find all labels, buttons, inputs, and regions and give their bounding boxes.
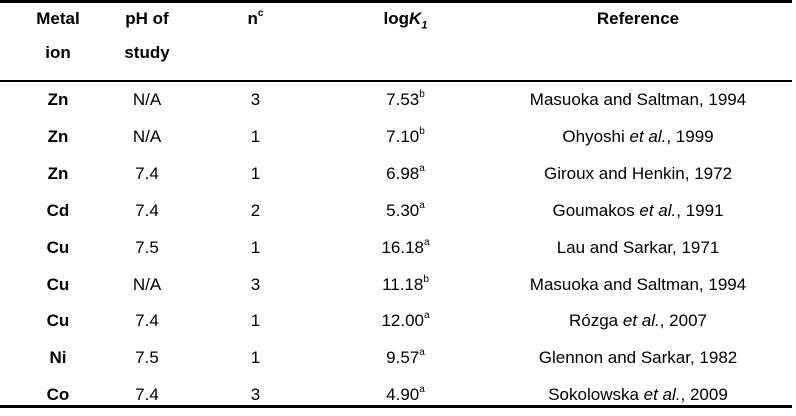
logk-footnote: b bbox=[419, 89, 425, 100]
header-logk-k: K bbox=[409, 9, 422, 28]
reference-cell bbox=[488, 82, 788, 118]
table-row bbox=[0, 156, 792, 192]
reference-author: Giroux and Henkin, 1972 bbox=[543, 163, 733, 183]
table-bottom-rule bbox=[0, 405, 792, 408]
n-cell: 3 bbox=[250, 90, 261, 109]
logk-value: 11.18 bbox=[382, 274, 424, 294]
table-row bbox=[0, 119, 792, 155]
reference-et-al: et al. bbox=[639, 200, 677, 220]
metal-ion-cell: Cu bbox=[46, 274, 70, 294]
n-cell: 2 bbox=[250, 200, 261, 220]
reference-author: Sokolowska bbox=[548, 385, 644, 405]
header-n-sup: c bbox=[257, 8, 264, 19]
logk-value: 16.18 bbox=[381, 237, 424, 257]
header-logk bbox=[323, 2, 488, 42]
logk-footnote: a bbox=[423, 236, 430, 248]
logk-cell bbox=[323, 119, 488, 155]
n-cell: 1 bbox=[250, 237, 261, 257]
header-reference: Reference bbox=[596, 9, 680, 28]
logk-cell bbox=[323, 156, 488, 192]
ph-cell: 7.4 bbox=[135, 385, 159, 405]
header-logk-text: log bbox=[383, 9, 410, 28]
metal-ion-cell: Cu bbox=[46, 237, 70, 257]
logk-cell bbox=[323, 303, 488, 339]
table-row bbox=[0, 340, 792, 376]
logk-footnote: a bbox=[423, 310, 430, 322]
reference-author: Goumakos bbox=[552, 200, 640, 220]
metal-ion-cell: Ni bbox=[49, 348, 67, 368]
n-cell: 1 bbox=[250, 348, 261, 368]
reference-author: Masuoka and Saltman, 1994 bbox=[529, 90, 747, 109]
reference-cell bbox=[488, 340, 788, 376]
table-row bbox=[0, 82, 792, 118]
metal-ion-cell: Zn bbox=[47, 90, 69, 109]
reference-author: Glennon and Sarkar, 1982 bbox=[538, 348, 738, 368]
reference-cell bbox=[488, 119, 788, 155]
table-row bbox=[0, 267, 792, 303]
logk-footnote: a bbox=[419, 162, 425, 174]
header-ph-line1: pH of bbox=[125, 9, 169, 28]
header-metal-line1: Metal bbox=[36, 9, 80, 28]
metal-ion-cell: Co bbox=[46, 385, 70, 405]
logk-footnote: a bbox=[419, 347, 425, 359]
logk-value: 6.98 bbox=[386, 163, 420, 183]
logk-value: 5.30 bbox=[386, 200, 420, 220]
reference-cell bbox=[488, 267, 788, 303]
reference-author: Masuoka and Saltman, 1994 bbox=[529, 274, 747, 294]
n-cell: 1 bbox=[250, 311, 261, 331]
table-row bbox=[0, 303, 792, 339]
logk-cell bbox=[323, 340, 488, 376]
n-cell: 1 bbox=[250, 126, 261, 146]
logk-cell bbox=[323, 267, 488, 303]
logk-footnote: a bbox=[419, 199, 425, 211]
metal-ion-cell: Zn bbox=[47, 163, 69, 183]
ph-cell: N/A bbox=[132, 274, 162, 294]
n-cell: 3 bbox=[250, 274, 261, 294]
metal-ion-cell: Cd bbox=[46, 200, 70, 220]
ph-cell: 7.4 bbox=[135, 163, 159, 183]
logk-value: 12.00 bbox=[381, 311, 424, 331]
reference-et-al: et al. bbox=[629, 126, 667, 146]
reference-cell bbox=[488, 303, 788, 339]
header-metal-ion bbox=[10, 2, 106, 70]
reference-author: Lau and Sarkar, 1971 bbox=[556, 237, 720, 257]
ph-cell: 7.5 bbox=[135, 237, 159, 257]
metal-ion-cell: Cu bbox=[46, 311, 70, 331]
table-row bbox=[0, 230, 792, 266]
ph-cell: 7.4 bbox=[135, 311, 159, 331]
logk-cell bbox=[323, 230, 488, 266]
header-metal-line2: ion bbox=[45, 43, 71, 62]
header-ph bbox=[106, 2, 188, 70]
reference-year: , 1999 bbox=[666, 126, 714, 146]
reference-year: , 2009 bbox=[680, 385, 728, 405]
n-cell: 1 bbox=[250, 163, 261, 183]
reference-author: Rózga bbox=[569, 311, 623, 331]
header-logk-sub: 1 bbox=[421, 19, 428, 32]
ph-cell: N/A bbox=[132, 126, 162, 146]
metal-ion-cell: Zn bbox=[47, 126, 69, 146]
n-cell: 3 bbox=[250, 385, 261, 405]
logk-value: 9.57 bbox=[386, 348, 420, 368]
header-n bbox=[188, 2, 323, 39]
logk-footnote: b bbox=[423, 273, 429, 285]
header-n-text: n bbox=[247, 9, 258, 28]
ph-cell: 7.5 bbox=[135, 348, 159, 368]
reference-cell bbox=[488, 230, 788, 266]
reference-year: , 2007 bbox=[659, 311, 707, 331]
logk-footnote: a bbox=[419, 384, 425, 396]
table-row bbox=[0, 193, 792, 229]
logk-value: 7.10 bbox=[386, 126, 420, 146]
logk-value: 4.90 bbox=[386, 385, 420, 405]
reference-et-al: et al. bbox=[643, 385, 681, 405]
logk-value: 7.53 bbox=[386, 90, 420, 109]
logk-cell bbox=[323, 82, 488, 118]
ph-cell: N/A bbox=[132, 90, 162, 109]
reference-year: , 1991 bbox=[676, 200, 724, 220]
reference-cell bbox=[488, 156, 788, 192]
reference-et-al: et al. bbox=[622, 311, 660, 331]
reference-author: Ohyoshi bbox=[562, 126, 630, 146]
ph-cell: 7.4 bbox=[135, 200, 159, 220]
logk-footnote: b bbox=[419, 125, 425, 137]
header-ph-line2: study bbox=[124, 43, 170, 62]
logk-cell bbox=[323, 193, 488, 229]
reference-cell bbox=[488, 193, 788, 229]
